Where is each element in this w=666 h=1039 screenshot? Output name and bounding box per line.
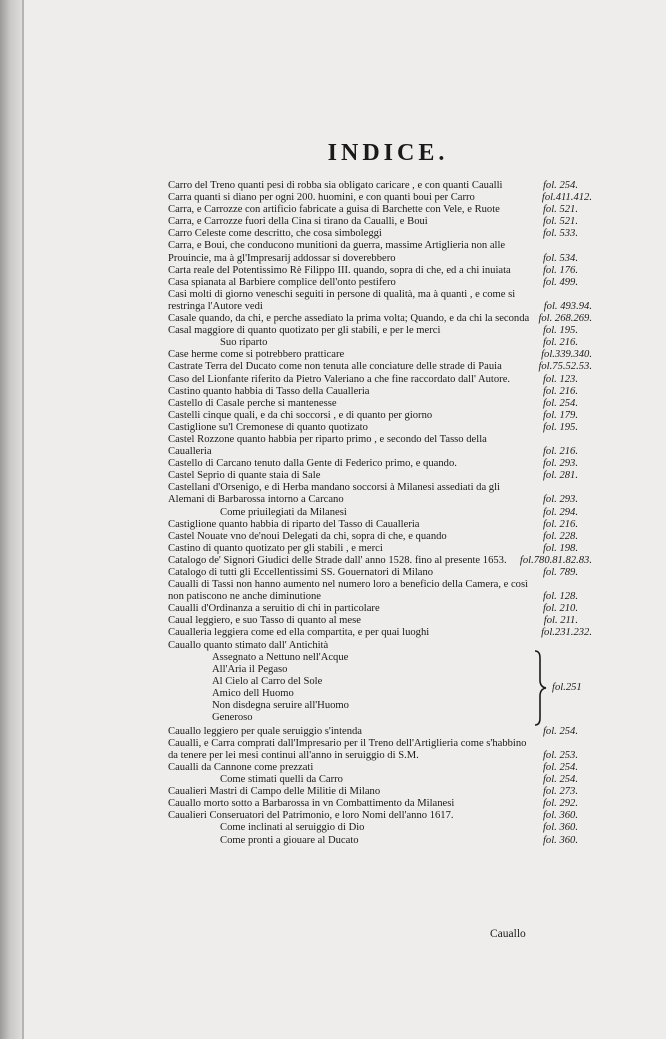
entry-text: Castello di Casale perche si mantenesse: [168, 397, 337, 409]
folio-reference: fol. 210.: [542, 603, 578, 615]
index-entry: [168, 726, 578, 738]
index-entry: [168, 470, 578, 482]
index-entry: [168, 579, 578, 603]
index-entry: [168, 349, 592, 361]
group-item: Generoso: [212, 712, 253, 724]
brace-icon: [532, 650, 548, 726]
entry-text: Carta reale del Potentissimo Rè Filippo III. quando, sopra di che, ed a chi inuiata: [168, 264, 511, 276]
index-entry: [168, 762, 578, 774]
folio-reference: fol. 293.: [542, 458, 578, 470]
index-entry: [168, 482, 578, 506]
entry-text: Castello di Carcano tenuto dalla Gente di Federico primo, e quando.: [168, 458, 457, 470]
folio-reference: fol. 360.: [542, 834, 578, 846]
entry-text: Come inclinati al seruiggio di Dio: [220, 822, 365, 834]
braced-group: [168, 651, 582, 726]
folio-reference: fol. 216.: [542, 518, 578, 530]
index-entry: [168, 554, 592, 567]
folio-reference: fol.780.81.82.83.: [519, 554, 592, 566]
folio-reference: fol. 254.: [542, 725, 578, 737]
index-entry: [168, 277, 578, 289]
folio-reference: fol.251: [552, 681, 582, 693]
entry-text: Caualleria leggiera come ed ella compartita, e per quai luoghi: [168, 627, 430, 639]
index-entry: [168, 288, 592, 313]
index-entry: [168, 640, 578, 652]
catchword: Cauallo: [490, 928, 526, 940]
index-entry: [168, 738, 578, 762]
index-entry: [168, 337, 578, 349]
entry-text: Carra quanti si diano per ogni 200. huomini, e con quanti boui per Carro: [168, 192, 475, 204]
page-title: INDICE.: [327, 140, 449, 166]
index-entry: [168, 386, 578, 398]
index-entry: [168, 615, 578, 627]
entry-text: Castiglione su'l Cremonese di quanto quotizato: [168, 421, 368, 433]
index-entry: [168, 228, 578, 240]
entry-text: Caualli, e Carra comprati dall'Impresario per il Treno dell'Artiglieria come s'habbino da tenere per lei mesi continui all'anno in seruiggio di S.M.: [168, 737, 527, 761]
index-entry: [168, 507, 578, 519]
entry-text: Come stimati quelli da Carro: [220, 774, 343, 786]
folio-reference: fol. 521.: [542, 204, 578, 216]
folio-reference: fol. 493.94.: [543, 300, 592, 312]
index-entry: [168, 204, 578, 216]
index-entry: [168, 398, 578, 410]
entry-text: Castel Rozzone quanto habbia per riparto primo , e secondo del Tasso della Caualleria: [168, 433, 487, 458]
entry-text: Catalogo di tutti gli Eccellentissimi SS. Gouernatori di Milano: [168, 567, 434, 578]
entry-text: Come priuilegiati da Milanesi: [220, 506, 347, 518]
folio-reference: fol. 499.: [542, 276, 578, 288]
folio-reference: fol. 179.: [542, 409, 578, 421]
entry-text: Case herme come si potrebbero pratticare: [168, 349, 345, 361]
index-entry: [168, 216, 578, 228]
index-entry: [168, 192, 592, 204]
folio-reference: fol. 254.: [542, 397, 578, 409]
entry-text: Caualli da Cannone come prezzati: [168, 761, 314, 773]
index-entry: [168, 810, 578, 822]
folio-reference: fol. 254.: [542, 180, 578, 191]
entry-text: Castel Seprio di quante staia di Sale: [168, 470, 321, 482]
group-item: Non disdegna seruire all'Huomo: [212, 700, 349, 712]
entry-text: Castellani d'Orsenigo, e di Herba mandano soccorsi à Milanesi assediati da gli Alemani di Barbarossa intorno a Carcano: [168, 482, 500, 506]
folio-reference: fol. 789.: [542, 567, 578, 578]
entry-text: Suo riparto: [220, 337, 268, 349]
index-entry: [168, 374, 578, 386]
folio-reference: fol. 521.: [542, 216, 578, 228]
index-entry: [168, 835, 578, 847]
entry-text: Carro del Treno quanti pesi di robba sia obligato caricare , e con quanti Caualli: [168, 180, 503, 191]
folio-reference: fol. 211.: [543, 615, 578, 627]
entry-text: Castel Nouate vno de'noui Delegati da chi, sopra di che, e quando: [168, 530, 447, 542]
folio-reference: fol. 293.: [542, 494, 578, 506]
index-entry: [168, 410, 578, 422]
folio-reference: fol. 228.: [542, 530, 578, 542]
index-entry: [168, 180, 578, 192]
entry-text: Casal maggiore di quanto quotizato per gli stabili, e per le merci: [168, 325, 441, 337]
index-entry: [168, 627, 592, 639]
index-entry: [168, 240, 578, 264]
index-entry: [168, 786, 578, 798]
folio-reference: fol. 273.: [542, 786, 578, 798]
entry-text: Carro Celeste come descritto, che cosa simboleggi: [168, 228, 382, 240]
folio-reference: fol.339.340.: [541, 349, 592, 361]
index-entry: [168, 458, 578, 470]
index-entry: [168, 567, 578, 579]
entry-text: Caualieri Mastri di Campo delle Militie di Milano: [168, 786, 381, 798]
index-entry: [168, 774, 578, 786]
group-item: Al Cielo al Carro del Sole: [212, 675, 323, 687]
entry-text: Caual leggiero, e suo Tasso di quanto al mese: [168, 615, 361, 627]
entry-text: Carra, e Carrozze fuori della Cina si tirano da Caualli, e Boui: [168, 216, 428, 228]
entry-text: Cauallo leggiero per quale seruiggio s'intenda: [168, 725, 363, 737]
folio-reference: fol. 216.: [542, 385, 578, 397]
entry-text: Caualieri Conseruatori del Patrimonio, e loro Nomi dell'anno 1617.: [168, 810, 454, 822]
entry-text: Casa spianata al Barbiere complice dell'onto pestifero: [168, 276, 396, 288]
folio-reference: fol. 216.: [542, 337, 578, 349]
folio-reference: fol. 216.: [542, 446, 578, 458]
folio-reference: fol. 253.: [542, 749, 578, 761]
entry-text: Castelli cinque quali, e da chi soccorsi , e di quanto per giorno: [168, 409, 433, 421]
entry-text: Caualli di Tassi non hanno aumento nel numero loro a beneficio della Camera, e così non patiscono ne anche diminutione: [168, 579, 529, 603]
folio-reference: fol. 195.: [542, 421, 578, 433]
group-item: All'Aria il Pegaso: [212, 663, 288, 675]
entry-text: Castino quanto habbia di Tasso della Caualleria: [168, 385, 370, 397]
index-entry: [168, 361, 592, 373]
folio-reference: fol. 294.: [542, 506, 578, 518]
folio-reference: fol. 534.: [542, 252, 578, 264]
folio-reference: fol.75.52.53.: [538, 361, 592, 373]
folio-reference: fol. 292.: [542, 798, 578, 810]
entry-text: Catalogo de' Signori Giudici delle Strade dall' anno 1528. fino al presente 1653.: [168, 554, 507, 566]
folio-reference: fol. 281.: [542, 470, 578, 482]
index-entry: [168, 325, 578, 337]
folio-reference: fol. 360.: [542, 822, 578, 834]
entry-text: Carra, e Boui, che conducono munitioni da guerra, massime Artiglieria non alle Prouincie, ma à gl'Impresarij addossar si doverebbero: [168, 240, 506, 264]
index-list: [168, 180, 592, 847]
entry-text: Casale quando, da chi, e perche assediato la prima volta; Quando, e da chi la seconda: [168, 313, 530, 325]
folio-reference: fol. 195.: [542, 325, 578, 337]
folio-reference: fol. 254.: [542, 761, 578, 773]
folio-reference: fol. 123.: [542, 373, 578, 385]
entry-text: Cauallo quanto stimato dall' Antichità: [168, 639, 329, 651]
folio-reference: fol. 268.269.: [538, 313, 592, 325]
folio-reference: fol. 533.: [542, 228, 578, 240]
entry-text: Casi molti di giorno veneschi seguiti in persone di qualità, ma à quanti , e come si restringa l'Autore vedi: [168, 288, 516, 312]
entry-text: Cauallo morto sotto a Barbarossa in vn Combattimento da Milanesi: [168, 798, 455, 810]
group-item: Assegnato a Nettuno nell'Acque: [212, 651, 349, 663]
index-entry: [168, 543, 578, 555]
entry-text: Carra, e Carrozze con artificio fabricate a guisa di Barchette con Vele, e Ruote: [168, 204, 500, 216]
index-entry: [168, 531, 578, 543]
entry-text: Come pronti a giouare al Ducato: [220, 834, 359, 846]
folio-reference: fol. 254.: [542, 774, 578, 786]
index-entry: [168, 313, 592, 325]
folio-reference: fol. 176.: [542, 264, 578, 276]
folio-reference: fol. 128.: [542, 591, 578, 603]
index-entry: [168, 434, 578, 458]
folio-reference: fol. 198.: [542, 542, 578, 554]
index-entry: [168, 822, 578, 834]
folio-reference: fol.231.232.: [541, 627, 592, 639]
entry-text: Castino di quanto quotizato per gli stabili , e merci: [168, 542, 383, 554]
group-item: Amico dell Huomo: [212, 687, 294, 699]
entry-text: Castrate Terra del Ducato come non tenuta alle conciature delle strade di Pauia: [168, 361, 502, 373]
index-entry: [168, 265, 578, 277]
entry-text: Caualli d'Ordinanza a seruitio di chi in particolare: [168, 603, 380, 615]
folio-reference: fol. 360.: [542, 810, 578, 822]
folio-reference: fol.411.412.: [541, 192, 592, 204]
index-entry: [168, 519, 578, 531]
index-entry: [168, 798, 578, 810]
entry-text: Caso del Lionfante riferito da Pietro Valeriano a che fine raccordato dall' Autore.: [168, 373, 511, 385]
index-entry: [168, 603, 578, 615]
entry-text: Castiglione quanto habbia di riparto del Tasso di Caualleria: [168, 518, 420, 530]
index-entry: [168, 422, 578, 434]
